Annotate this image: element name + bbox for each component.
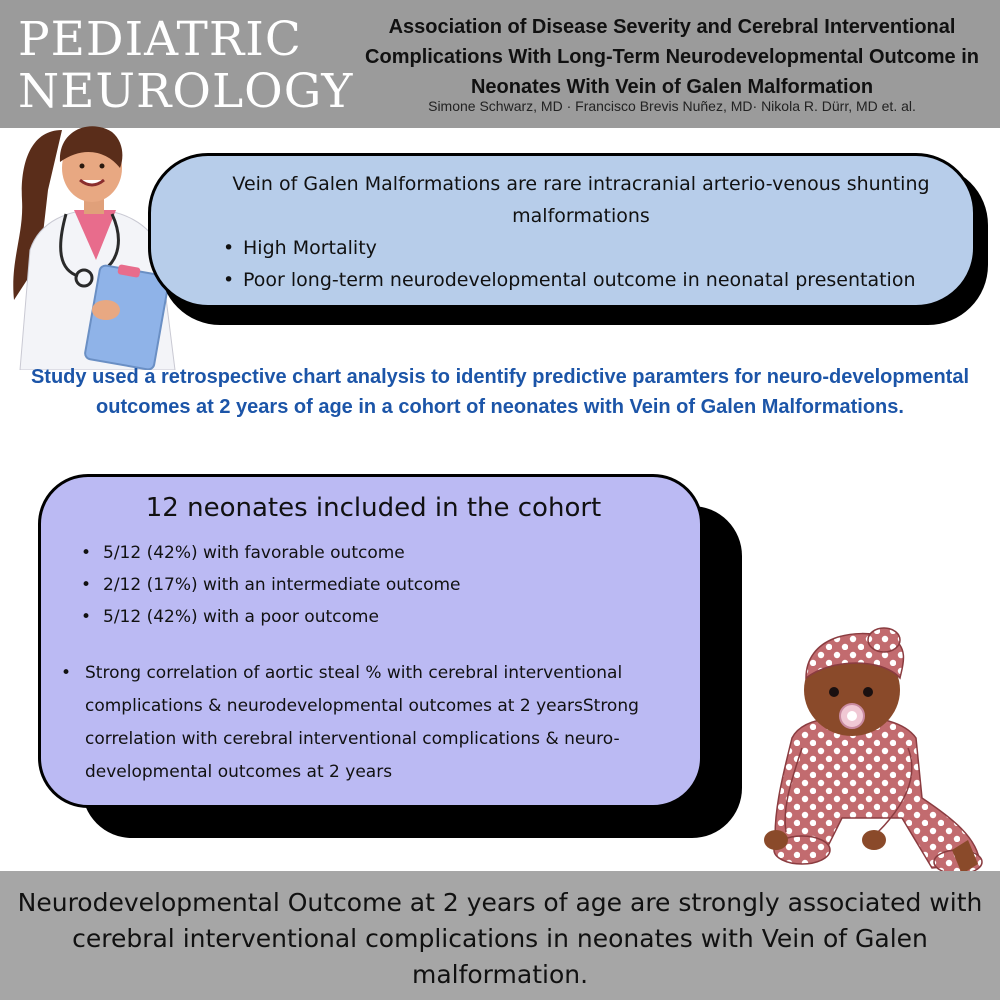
intro-bubble bbox=[148, 153, 976, 308]
cohort-bubble bbox=[38, 474, 703, 808]
outcome-item: • 2/12 (17%) with an intermediate outcome bbox=[77, 569, 677, 601]
journal-logo bbox=[18, 14, 358, 118]
header-banner bbox=[0, 0, 1000, 128]
intro-lead: Vein of Galen Malformations are rare intracranial arterio-venous shunting malformations bbox=[232, 173, 930, 227]
outcome-item: • 5/12 (42%) with a poor outcome bbox=[77, 601, 677, 633]
intro-bullet: • Poor long-term neurodevelopmental outcome in neonatal presentation bbox=[223, 264, 963, 296]
article-title: Association of Disease Severity and Cerebral Interventional Complications With Long-Term Neurodevelopmental Outcome in Neonates With Vein of Galen Malformation bbox=[365, 16, 979, 98]
study-statement: Study used a retrospective chart analysis to identify predictive paramters for neuro-developmental outcomes at 2 years of age in a cohort of neonates with Vein of Galen Malformations. bbox=[30, 366, 970, 418]
cohort-title: 12 neonates included in the cohort bbox=[145, 493, 602, 523]
outcome-item: • 5/12 (42%) with favorable outcome bbox=[77, 537, 677, 569]
footer-conclusion-banner bbox=[0, 871, 1000, 1000]
outcome-list bbox=[77, 537, 677, 633]
baby-illustration bbox=[752, 618, 992, 890]
journal-name-line2: NEUROLOGY bbox=[18, 64, 354, 119]
intro-bullets bbox=[223, 232, 963, 296]
intro-bullet: • High Mortality bbox=[223, 232, 963, 264]
journal-name-line1: PEDIATRIC bbox=[18, 12, 302, 67]
bullet-dot: • bbox=[61, 663, 72, 683]
correlation-text: Strong correlation of aortic steal % with cerebral interventional complications & neurodevelopmental outcomes at 2 yearsStrong correlation with cerebral interventional complications & neuro-developmental outcomes at 2 years bbox=[85, 663, 639, 782]
authors: Simone Schwarz, MD · Francisco Brevis Nuñez, MD· Nikola R. Dürr, MD et. al. bbox=[428, 98, 916, 114]
conclusion-text: Neurodevelopmental Outcome at 2 years of age are strongly associated with cerebral interventional complications in neonates with Vein of Galen malformation. bbox=[17, 888, 983, 989]
correlation-finding bbox=[61, 657, 701, 789]
